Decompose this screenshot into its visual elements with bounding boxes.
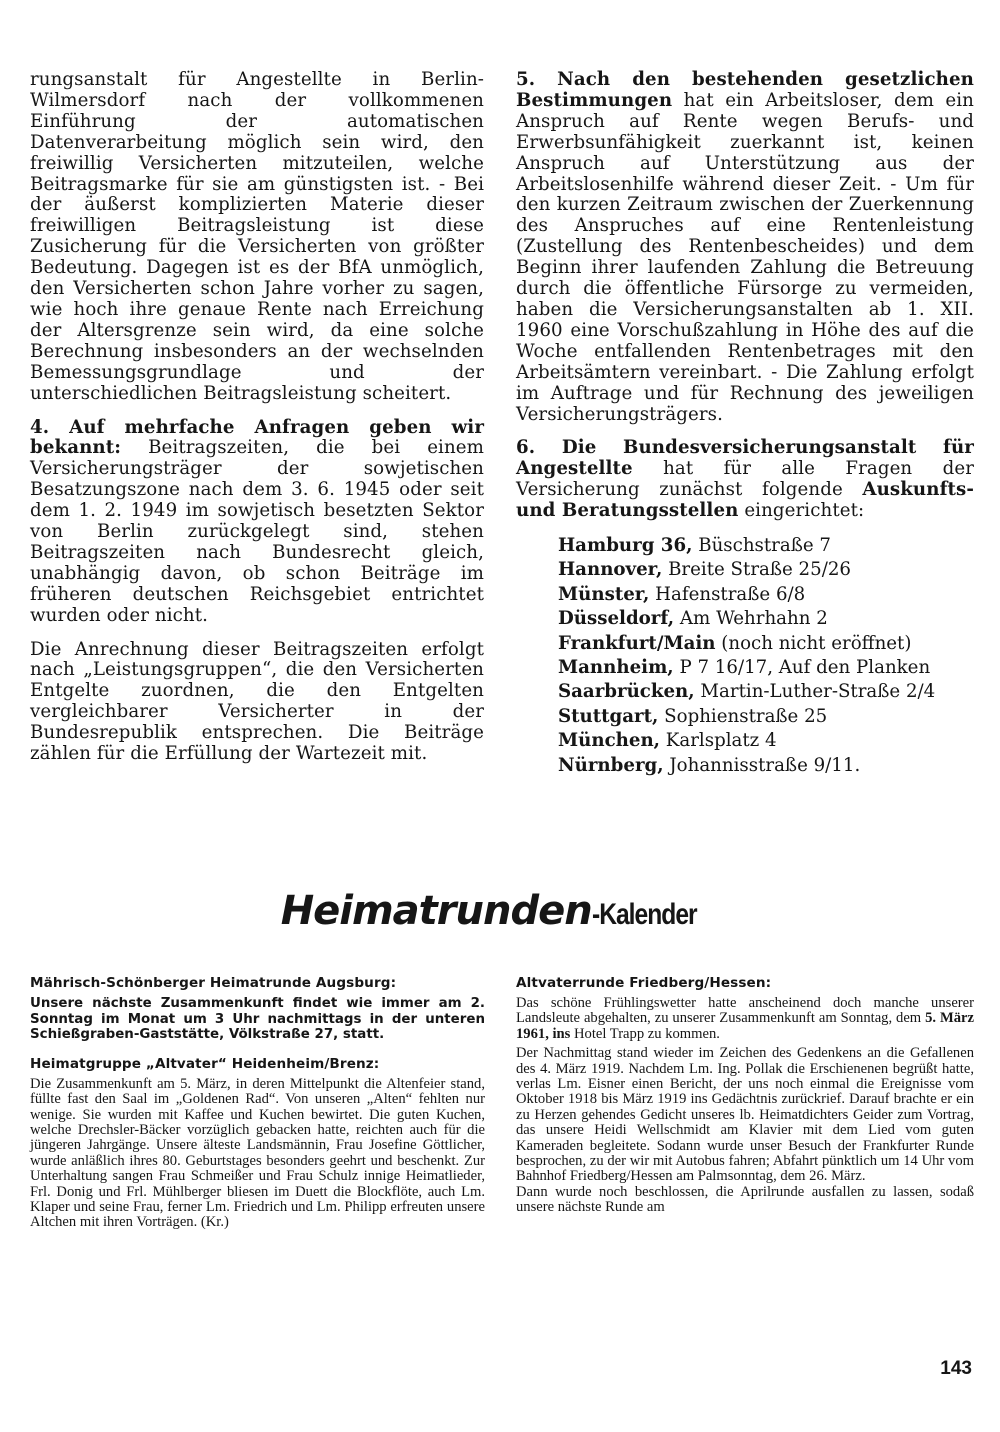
paragraph-item-5: [516, 70, 974, 425]
office-address: Büschstraße 7: [692, 535, 831, 557]
office-address: Sophienstraße 25: [658, 705, 828, 727]
office-city: Nürnberg,: [558, 754, 664, 776]
office-city: Stuttgart,: [558, 705, 659, 727]
item-6-text-end: eingerichtet:: [738, 500, 865, 522]
article-column-left: [30, 70, 484, 765]
office-address: Johannisstraße 9/11.: [663, 754, 861, 776]
office-address: Breite Straße 25/26: [662, 559, 851, 581]
office-city: Frankfurt/Main: [558, 632, 716, 654]
office-entry: [558, 754, 974, 778]
office-city: Saarbrücken,: [558, 681, 695, 703]
office-entry: [558, 729, 974, 753]
paragraph-item-4: [30, 418, 484, 627]
office-address: Martin-Luther-Straße 2/4: [694, 681, 936, 703]
calendar-column-left: [30, 975, 485, 1231]
paragraph-bfa-info: rungsanstalt für Angestellte in Berlin-Wilmersdorf nach der vollkommenen Einführung der automatischen Datenverarbeitung möglich sein wird, den freiwillig Versicherten mitzuteilen, welche Beitragsmarke für sie am günstigsten ist. - Bei der äußerst komplizierten Materie dieser freiwilligen Beitragsleistung ist diese Zusicherung für die Versicherten von größter Bedeutung. Dagegen ist es der BfA unmöglich, den Versicherten schon Jahre vorher zu sagen, wie hoch ihre genaue Rente nach Erreichung der Altersgrenze sein wird, da eine solche Berechnung insbesonders an der wechselnden Bemessungsgrundlage und der unterschiedlichen Beitragsleistung scheitert.: [30, 69, 484, 404]
paragraph-anrechnung: Die Anrechnung dieser Beitragszeiten erfolgt nach „Leistungsgruppen“, die den Versicherten Entgelte zuordnen, die den Entgelten vergleichbarer Versicherter in der Bundesrepublik entsprechen. Die Beiträge zählen für die Erfüllung der Wartezeit mit.: [30, 638, 484, 765]
calendar-column-right: [516, 975, 974, 1216]
item-4-text: Beitragszeiten, die bei einem Versicherungsträger der sowjetischen Besatzungszone nach dem 3. 6. 1945 oder seit dem 1. 2. 1949 im sowjetisch besetzten Sektor von Berlin zurückgelegt sind, stehen Beitragszeiten nach Bundesrecht gleich, unabhängig davon, ob schon Beiträge im früheren deutschen Reichsgebiet entrichtet wurden oder nicht.: [30, 437, 484, 626]
office-address: Hafenstraße 6/8: [649, 583, 806, 605]
date-emphasis: 5. März 1961, ins: [516, 1010, 974, 1042]
item-5-text: hat ein Arbeitsloser, dem ein Anspruch auf Rente wegen Berufs- und Erwerbsunfähigkeit zuerkannt ist, keinen Anspruch auf Unterstützung aus der Arbeitslosenhilfe während dieser Zeit. - Um für den kurzen Zeitraum zwischen der Zuerkennung des Anspruches auf eine Rentenleistung (Zustellung des Rentenbescheides) und dem Beginn ihrer laufenden Zahlung die Betreuung durch die öffentliche Fürsorge zu vermeiden, haben die Versicherungsanstalten ab 1. XII. 1960 eine Vorschußzahlung in Höhe des auf die Woche entfallenden Rentenbetrages mit den Arbeitsämtern vereinbart. - Die Zahlung erfolgt im Auftrage und für Rechnung des jeweiligen Versicherungsträgers.: [516, 89, 974, 425]
office-city: Münster,: [558, 583, 650, 605]
text-part: Hotel Trapp zu kommen.: [570, 1025, 720, 1042]
office-entry: [558, 632, 974, 656]
office-city: München,: [558, 730, 661, 752]
office-entry: [558, 583, 974, 607]
entry-text-friedberg-3: Dann wurde noch beschlossen, die Aprilrunde ausfallen zu lassen, sodaß unsere nächste Runde am: [516, 1183, 974, 1216]
office-city: Mannheim,: [558, 657, 674, 679]
office-address: Am Wehrhahn 2: [674, 608, 828, 630]
article-column-right: [516, 70, 974, 778]
entry-heading-friedberg: Altvaterrunde Friedberg/Hessen:: [516, 975, 772, 991]
office-address: Karlsplatz 4: [660, 730, 777, 752]
entry-text-friedberg-1: [516, 996, 974, 1042]
heading-plain-part: -Kalender: [591, 898, 697, 931]
office-entry: [558, 607, 974, 631]
item-4-heading: 4. Auf mehrfache Anfragen geben wir bekannt:: [30, 416, 484, 459]
office-entry: [558, 656, 974, 680]
office-address: (noch nicht eröffnet): [715, 632, 912, 654]
entry-heading-heidenheim: Heimatgruppe „Altvater“ Heidenheim/Brenz:: [30, 1055, 380, 1072]
office-entry: [558, 680, 974, 704]
office-city: Hamburg 36,: [558, 535, 693, 557]
item-6-text: hat für alle Fragen der Versicherung zunächst folgende: [516, 458, 974, 501]
text-part: Das schöne Frühlingswetter hatte anscheinend doch manche unserer Landsleute abgehalten, zu unserer Zusammenkunft am Sonntag, dem: [516, 995, 974, 1027]
page-number: 143: [940, 1358, 972, 1379]
entry-text-augsburg: Unsere nächste Zusammenkunft findet wie immer am 2. Sonntag im Monat um 3 Uhr nachmittags in der unteren Schießgraben-Gaststätte, Völkstraße 27, statt.: [30, 996, 485, 1043]
office-entry: [558, 534, 974, 558]
office-entry: [558, 558, 974, 582]
paragraph-item-6: [516, 438, 974, 522]
entry-text-friedberg-2: Der Nachmittag stand wieder im Zeichen des Gedenkens an die Gefallenen des 4. März 1919. Nachdem Lm. Ing. Pollak die Erschienenen begrüßt hatte, verlas Lm. Eisner einen Bericht, der uns noch einmal die Ereignisse vom Oktober 1918 bis März 1919 ins Gedächtnis zurückrief. Darauf brachte er ein zu Herzen gehendes Gedicht unseres lb. Heimatdichters Geider zum Vortrag, das unsere Heidi Wellschmidt am Klavier mit dem Lied vom guten Kameraden begleitete. Sodann wurde unser Besuch der Frankfurter Runde besprochen, zu der wir mit Autobus fahren; Abfahrt pünktlich um 14 Uhr vom Bahnhof Friedberg/Hessen am Palmsonntag, dem 26. März.: [516, 1045, 974, 1185]
entry-heading-augsburg: Mährisch-Schönberger Heimatrunde Augsburg:: [30, 975, 397, 991]
office-city: Hannover,: [558, 559, 663, 581]
office-list: [516, 534, 974, 778]
heading-script-part: Heimatrunden: [280, 888, 592, 934]
office-address: P 7 16/17, Auf den Planken: [673, 657, 931, 679]
spacer: [30, 1043, 485, 1056]
office-city: Düsseldorf,: [558, 608, 675, 630]
item-5-heading: 5. Nach den bestehenden gesetzlichen Bestimmungen: [516, 69, 974, 111]
office-entry: [558, 705, 974, 729]
item-6-emphasis: Auskunfts- und Beratungsstellen: [516, 479, 974, 522]
item-6-heading: 6. Die Bundesversicherungsanstalt für Angestellte: [516, 437, 974, 480]
section-heading: [0, 888, 1000, 934]
entry-text-heidenheim: Die Zusammenkunft am 5. März, in deren Mittelpunkt die Altenfeier stand, füllte fast den Saal im „Goldenen Rad“. Von unseren „Alten“ fehlten nur wenige. Sie wurden mit Kaffee und Kuchen bewirtet. Die guten Kuchen, welche Drechsler-Bäcker vorzüglich gebacken hatte, reichten auch für die jüngeren Jahrgänge. Unsere älteste Landsmännin, Frau Josefine Göttlicher, wurde anläßlich ihres 80. Geburtstages besonders geehrt und beschenkt. Zur Unterhaltung sangen Frau Schmeißer und Frau Schulz innige Heimatlieder, Frl. Donig und Frl. Mühlberger bliesen im Duett die Blockflöte, auch Lm. Klaper und seine Frau, ferner Lm. Friedrich und Lm. Philipp erfreuten unsere Altchen mit ihren Vorträgen. (Kr.): [30, 1075, 485, 1231]
